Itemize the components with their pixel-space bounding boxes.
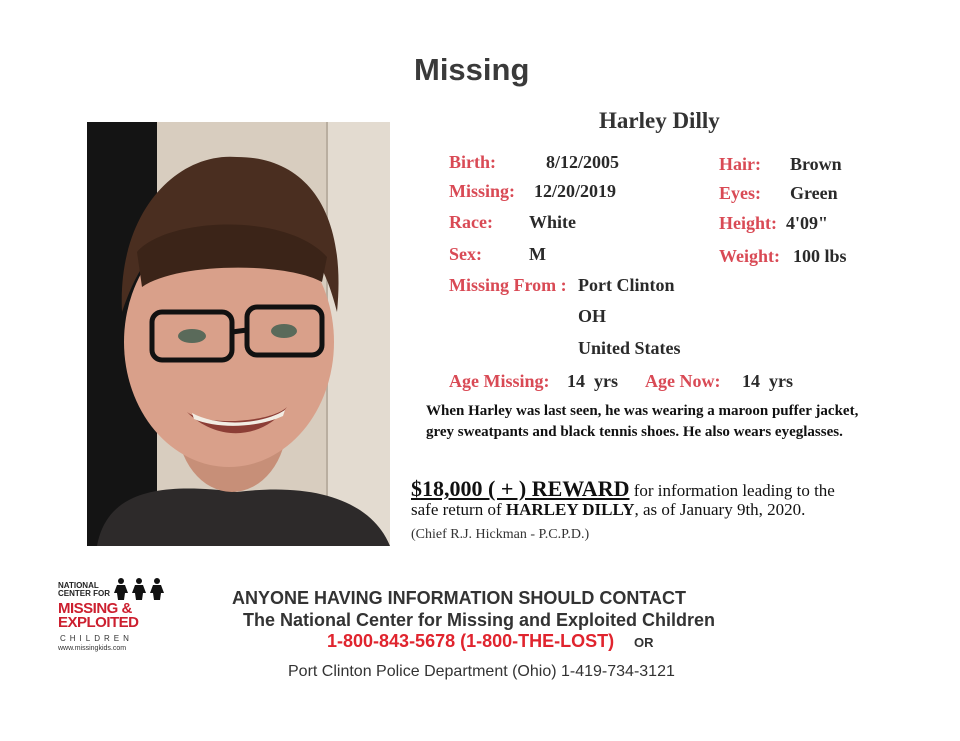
reward-text-2: safe return of <box>411 500 506 519</box>
logo-missing-text: MISSING & <box>58 600 132 617</box>
missing-from-label: Missing From : <box>449 275 567 295</box>
height-label: Height: <box>719 213 777 233</box>
missing-from-state: OH <box>578 306 607 326</box>
child-photo-illustration <box>87 122 390 546</box>
reward-child-name: HARLEY DILLY <box>505 500 635 519</box>
reward-line-2 <box>411 500 805 520</box>
eyes-label: Eyes: <box>719 183 761 203</box>
missing-date-value: 12/20/2019 <box>534 181 617 201</box>
child-photo <box>87 122 390 546</box>
age-now-label: Age Now: <box>645 371 721 391</box>
contact-organization: The National Center for Missing and Exploited Children <box>243 610 716 630</box>
contact-heading: ANYONE HAVING INFORMATION SHOULD CONTACT <box>232 588 686 608</box>
reward-text-3: , as of January 9th, 2020. <box>634 500 806 519</box>
race-value: White <box>529 212 576 232</box>
birth-value: 8/12/2005 <box>546 152 620 172</box>
child-name: Harley Dilly <box>599 108 720 133</box>
police-contact: Port Clinton Police Department (Ohio) 1-419-734-3121 <box>288 663 675 680</box>
reward-amount: $18,000 ( + ) REWARD <box>411 476 630 501</box>
missing-label: Missing: <box>449 181 516 201</box>
logo-url-text: www.missingkids.com <box>58 645 127 652</box>
race-label: Race: <box>449 212 493 232</box>
logo-national-text: NATIONAL CENTER FOR <box>58 581 110 598</box>
ncmec-logo <box>58 578 168 658</box>
age-missing-value: 14 yrs <box>567 371 618 391</box>
children-figures-icon <box>113 578 165 600</box>
age-now-value: 14 yrs <box>742 371 793 391</box>
hair-label: Hair: <box>719 154 761 174</box>
logo-children-text: CHILDREN <box>60 634 133 643</box>
birth-label: Birth: <box>449 152 496 172</box>
sex-value: M <box>529 244 546 264</box>
hair-value: Brown <box>790 154 842 174</box>
or-text: OR <box>634 635 654 650</box>
reward-line-1 <box>411 476 835 502</box>
reward-attribution: (Chief R.J. Hickman - P.C.P.D.) <box>411 527 590 542</box>
hotline-phone[interactable]: 1-800-843-5678 (1-800-THE-LOST) <box>327 631 615 651</box>
height-value: 4'09" <box>786 213 828 233</box>
weight-label: Weight: <box>719 246 780 266</box>
reward-text-1: for information leading to the <box>629 481 835 500</box>
sex-label: Sex: <box>449 244 482 264</box>
poster-title: Missing <box>414 52 530 87</box>
clothing-description: When Harley was last seen, he was wearing a maroon puffer jacket, grey sweatpants and black tennis shoes. He also wears eyeglasses. <box>426 403 859 440</box>
eyes-value: Green <box>790 183 838 203</box>
missing-from-country: United States <box>578 338 681 358</box>
age-missing-label: Age Missing: <box>449 371 550 391</box>
logo-exploited-text: EXPLOITED <box>58 614 139 631</box>
weight-value: 100 lbs <box>793 246 847 266</box>
missing-from-city: Port Clinton <box>578 275 675 295</box>
